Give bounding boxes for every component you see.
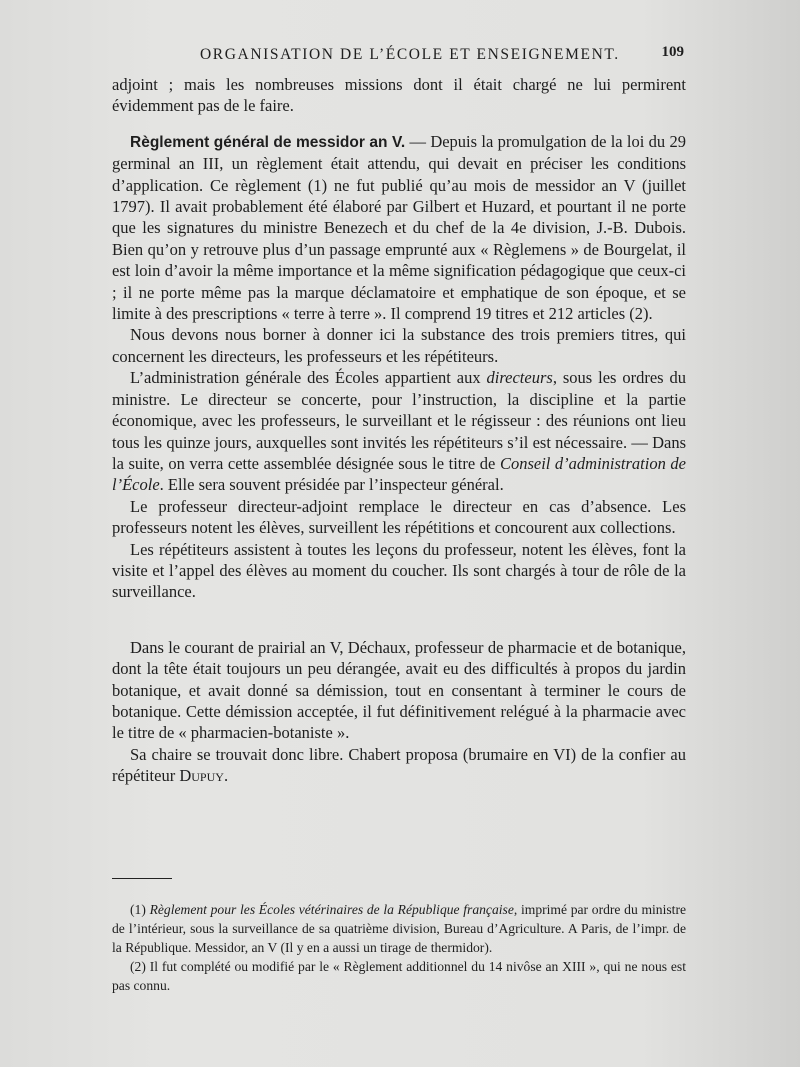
footnote-text: , imprimé par ordre du ministre de l’intérieur, sous la surveillance de sa quatrième division, Bureau d’Agriculture. A Paris, de l’impr. de la République. Messidor, an V (Il y en a aussi un tirage de thermidor). (112, 902, 687, 955)
paragraph-professeur (112, 496, 686, 539)
paragraph-text: — Depuis la promulgation de la loi du 29 germinal an III, un règlement était attendu, qui devait en préciser les conditions d’application. Ce règlement (1) ne fut publié qu’au mois de messidor an V (juillet 1797). Il avait probablement été élaboré par Gilbert et Huzard, et pourtant il ne porte que les signatures du ministre Benezech et du chef de la 4e division, J.-B. Dubois. Bien qu’on y retrouve plus d’un passage emprunté aux « Règlemens » de Bourgelat, il est loin d’avoir la même importance et la même signification pédagogique que ceux-ci ; il ne porte même pas la marque déclamatoire et emphatique de son époque, et se limite à des prescriptions « terre à terre ». Il comprend 19 titres et 212 articles (2). (112, 131, 686, 324)
paragraph-substance (112, 324, 686, 367)
paragraph-text: Le professeur directeur-adjoint remplace le directeur en cas d’absence. Les professeurs notent les élèves, surveillent les répétitions et concourent aux collections. (112, 496, 686, 538)
footnote-title: Règlement pour les Écoles vétérinaires de la République française (149, 902, 514, 917)
paragraph-text: . Elle sera souvent présidée par l’inspecteur général. (159, 475, 504, 495)
paragraph-text: L’administration générale des Écoles appartient aux (130, 368, 487, 388)
emphasis-conseil: Conseil d’administration de l’École (112, 453, 686, 495)
paragraph-text: adjoint ; mais les nombreuses missions dont il était chargé ne lui permirent évidemment pas de le faire. (112, 75, 686, 116)
paragraph-chaire (112, 744, 686, 787)
running-head (112, 42, 684, 68)
footnote-2 (112, 957, 686, 995)
footnote-text: (2) Il fut complété ou modifié par le « Règlement additionnel du 14 nivôse an XIII », qui ne nous est pas connu. (112, 959, 686, 993)
paragraph-text: Nous devons nous borner à donner ici la substance des trois premiers titres, qui concernent les directeurs, les professeurs et les répétiteurs. (112, 325, 686, 366)
footnote-rule (112, 878, 172, 879)
emphasis-directeurs: directeurs (486, 368, 553, 388)
paragraph-repetiteurs (112, 539, 686, 603)
footnote-1 (112, 900, 686, 957)
paragraph-text: Sa chaire se trouvait donc libre. Chabert proposa (brumaire en VI) de la confier au répétiteur (112, 744, 686, 786)
paragraph-text: Dans le courant de prairial an V, Déchaux, professeur de pharmacie et de botanique, dont la tête était toujours un peu dérangée, avait eu des difficultés à propos du jardin botanique, et avait donné sa démission, tout en consentant à terminer le cours de botanique. Cette démission acceptée, il fut définitivement relégué à la pharmacie avec le titre de « pharmacien-botaniste ». (112, 637, 686, 743)
footnote-mark: (1) (130, 902, 150, 917)
page-number: 109 (661, 44, 684, 60)
paragraph-reglement (112, 131, 686, 325)
running-head-title: ORGANISATION DE L’ÉCOLE ET ENSEIGNEMENT. (200, 46, 620, 63)
paragraph-text: . (223, 766, 229, 786)
paragraph-administration (112, 367, 686, 495)
body-text (112, 74, 686, 787)
name-dupuy: Dupuy (179, 766, 224, 786)
paragraph-text: Les répétiteurs assistent à toutes les leçons du professeur, notent les élèves, font la visite et l’appel des élèves au moment du coucher. Ils sont chargés à tour de rôle de la surveillance. (112, 539, 686, 602)
paragraph-dechaux (112, 637, 686, 744)
paragraph-text: , sous les ordres du ministre. Le directeur se concerte, pour l’instruction, la discipline et la partie économique, avec les professeurs, le surveillant et le régisseur : des réunions ont lieu tous les quinze jours, auxquelles sont invités les répétiteurs s’il est nécessaire. — Dans la suite, on verra cette assemblée désignée sous le titre de (112, 368, 686, 473)
footnotes (112, 900, 686, 995)
paragraph-continuation (112, 74, 686, 117)
section-lead: Règlement général de messidor an V. (130, 133, 406, 151)
